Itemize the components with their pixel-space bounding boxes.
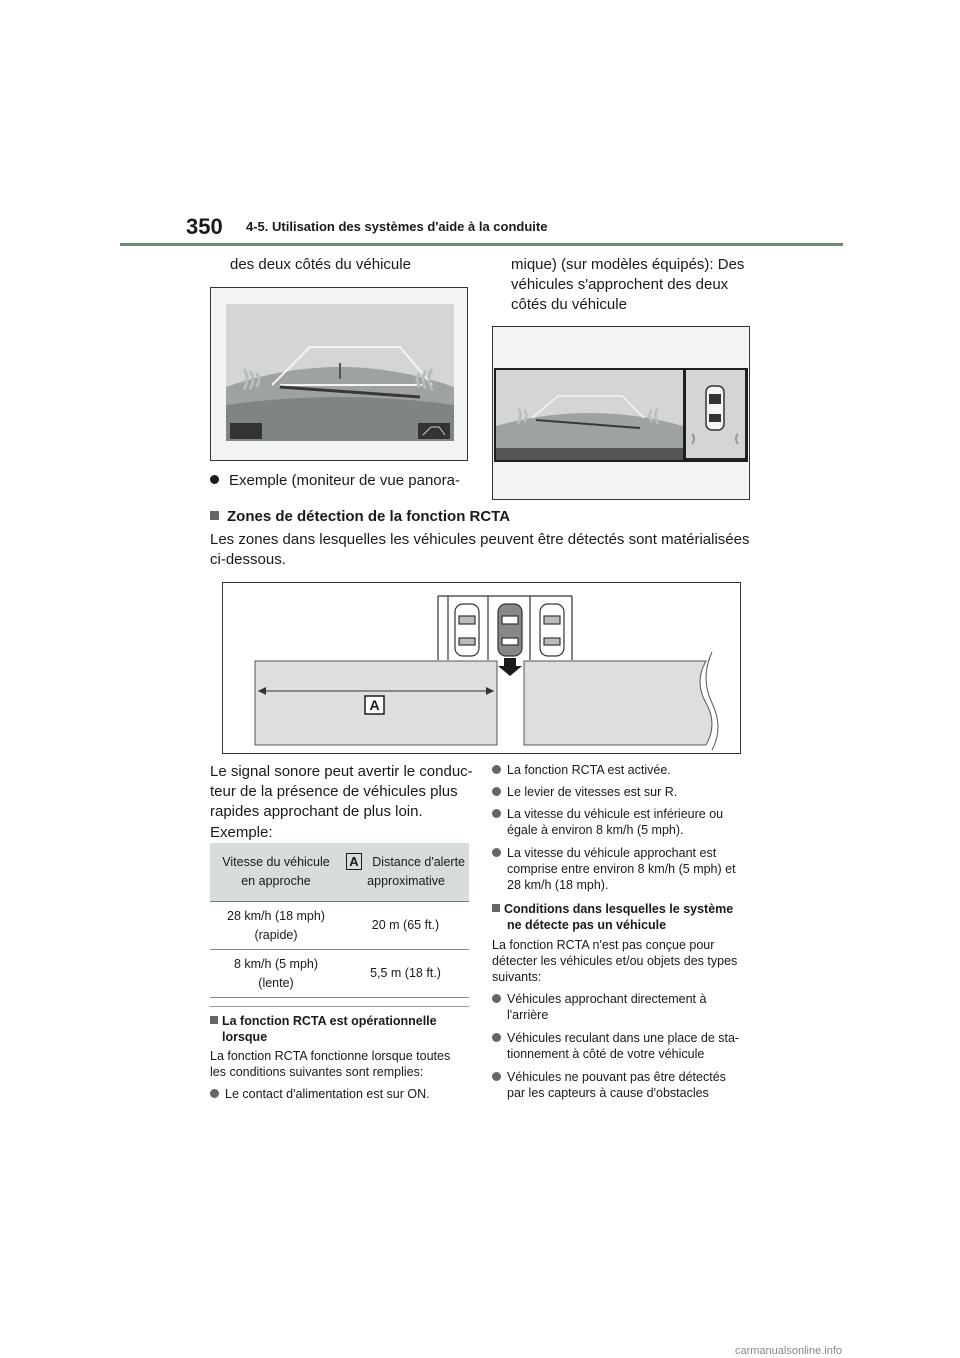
header-distance-line-1: Distance d'alerte <box>372 855 465 869</box>
list-item-text: La vitesse du véhicule est inférieure ou <box>507 807 724 821</box>
bullet-dot-icon <box>492 994 501 1003</box>
header-speed <box>210 843 342 902</box>
watermark: carmanualsonline.info <box>734 1345 842 1357</box>
list-item-text: La fonction RCTA est activée. <box>507 763 671 777</box>
list-item-text: Véhicules reculant dans une place de sta- <box>507 1031 740 1045</box>
bullet-dot-icon <box>210 1089 219 1098</box>
zones-heading <box>210 508 510 525</box>
not-detected-text-line-1: La fonction RCTA n'est pas conçue pour <box>492 938 715 952</box>
not-detected-heading-line-2: ne détecte pas un véhicule <box>507 918 667 932</box>
bullet-dot-icon <box>492 765 501 774</box>
operational-heading-text: La fonction RCTA est opérationnelle <box>222 1014 437 1028</box>
list-item-text: Le levier de vitesses est sur R. <box>507 785 678 799</box>
signal-text-line-2: teur de la présence de véhicules plus <box>210 783 458 800</box>
zones-text-line-1: Les zones dans lesquelles les véhicules peuvent être détectés sont matérialisées <box>210 531 750 548</box>
figure-panoramic-view-display <box>492 326 750 500</box>
row-speed-line-1: 28 km/h (18 mph) <box>227 908 325 923</box>
header-speed-line-1: Vitesse du véhicule <box>222 855 330 869</box>
list-item-continuation: comprise entre environ 8 km/h (5 mph) et <box>507 862 736 876</box>
example-bullet-text: Exemple (moniteur de vue panora- <box>229 472 460 489</box>
list-item <box>492 991 706 1007</box>
operational-heading-line-2: lorsque <box>222 1030 268 1044</box>
section-title: 4-5. Utilisation des systèmes d'aide à la conduite <box>246 219 548 234</box>
header-speed-line-2: en approche <box>241 874 311 888</box>
right-continued-line-2: véhicules s'approchent des deux <box>511 276 729 293</box>
right-continued-line-3: côtés du véhicule <box>511 296 627 313</box>
bullet-dot-icon <box>492 787 501 796</box>
square-bullet-icon <box>210 511 219 520</box>
list-item-text: La vitesse du véhicule approchant est <box>507 846 717 860</box>
alert-distance-table <box>210 843 469 998</box>
signal-text-line-3: rapides approchant de plus loin. <box>210 803 423 820</box>
list-item-continuation: l'arrière <box>507 1008 549 1022</box>
row-speed <box>210 902 342 950</box>
zones-heading-text: Zones de détection de la fonction RCTA <box>227 508 511 525</box>
operational-heading-line-1 <box>210 1013 437 1029</box>
right-continued-line-1: mique) (sur modèles équipés): Des <box>511 256 745 273</box>
zone-label-a: A <box>369 697 380 713</box>
list-item-continuation: par les capteurs à cause d'obstacles <box>507 1086 709 1100</box>
row-distance: 5,5 m (18 ft.) <box>342 950 469 998</box>
figure-rear-camera-display <box>210 287 468 461</box>
label-a-box: A <box>346 853 362 870</box>
list-item <box>492 1069 726 1085</box>
bullet-dot-icon <box>492 809 501 818</box>
table-row <box>210 950 469 998</box>
not-detected-text-line-3: suivants: <box>492 970 542 984</box>
list-item-text: Le contact d'alimentation est sur ON. <box>225 1087 430 1101</box>
header-distance-line-2: approximative <box>367 874 445 888</box>
list-item-continuation: égale à environ 8 km/h (5 mph). <box>507 823 684 837</box>
square-bullet-icon <box>492 904 500 912</box>
example-label: Exemple: <box>210 824 273 841</box>
list-item <box>492 806 723 822</box>
list-item-text: Véhicules ne pouvant pas être détectés <box>507 1070 726 1084</box>
bullet-dot-icon <box>210 475 219 484</box>
figure-detection-zones <box>222 582 741 754</box>
list-item <box>492 1030 739 1046</box>
list-item <box>492 845 716 861</box>
list-item-text: Véhicules approchant directement à <box>507 992 707 1006</box>
header-divider <box>120 243 843 246</box>
bullet-dot-icon <box>492 1033 501 1042</box>
not-detected-text-line-2: détecter les véhicules et/ou objets des types <box>492 954 738 968</box>
operational-text-line-2: les conditions suivantes sont remplies: <box>210 1065 424 1079</box>
table-row <box>210 902 469 950</box>
bullet-dot-icon <box>492 848 501 857</box>
list-item-continuation: tionnement à côté de votre véhicule <box>507 1047 705 1061</box>
list-item <box>492 762 671 778</box>
not-detected-heading-line-1 <box>492 901 733 917</box>
list-item <box>210 1086 430 1102</box>
row-speed-line-2: (rapide) <box>254 927 298 942</box>
operational-text-line-1: La fonction RCTA fonctionne lorsque toutes <box>210 1049 451 1063</box>
bullet-dot-icon <box>492 1072 501 1081</box>
intro-text: des deux côtés du véhicule <box>230 256 411 273</box>
row-distance: 20 m (65 ft.) <box>342 902 469 950</box>
list-item <box>492 784 677 800</box>
row-speed-line-1: 8 km/h (5 mph) <box>233 956 319 971</box>
square-bullet-icon <box>210 1016 218 1024</box>
zones-text-line-2: ci-dessous. <box>210 551 286 568</box>
example-bullet <box>210 471 460 491</box>
section-divider <box>210 1006 469 1007</box>
table-header-row <box>210 843 469 902</box>
list-item-continuation: 28 km/h (18 mph). <box>507 878 609 892</box>
signal-text-line-1: Le signal sonore peut avertir le conduc- <box>210 763 473 780</box>
row-speed <box>210 950 342 998</box>
page-number: 350 <box>186 214 223 239</box>
row-speed-line-2: (lente) <box>258 975 294 990</box>
not-detected-heading-text: Conditions dans lesquelles le système <box>504 902 734 916</box>
header-distance <box>342 843 469 902</box>
